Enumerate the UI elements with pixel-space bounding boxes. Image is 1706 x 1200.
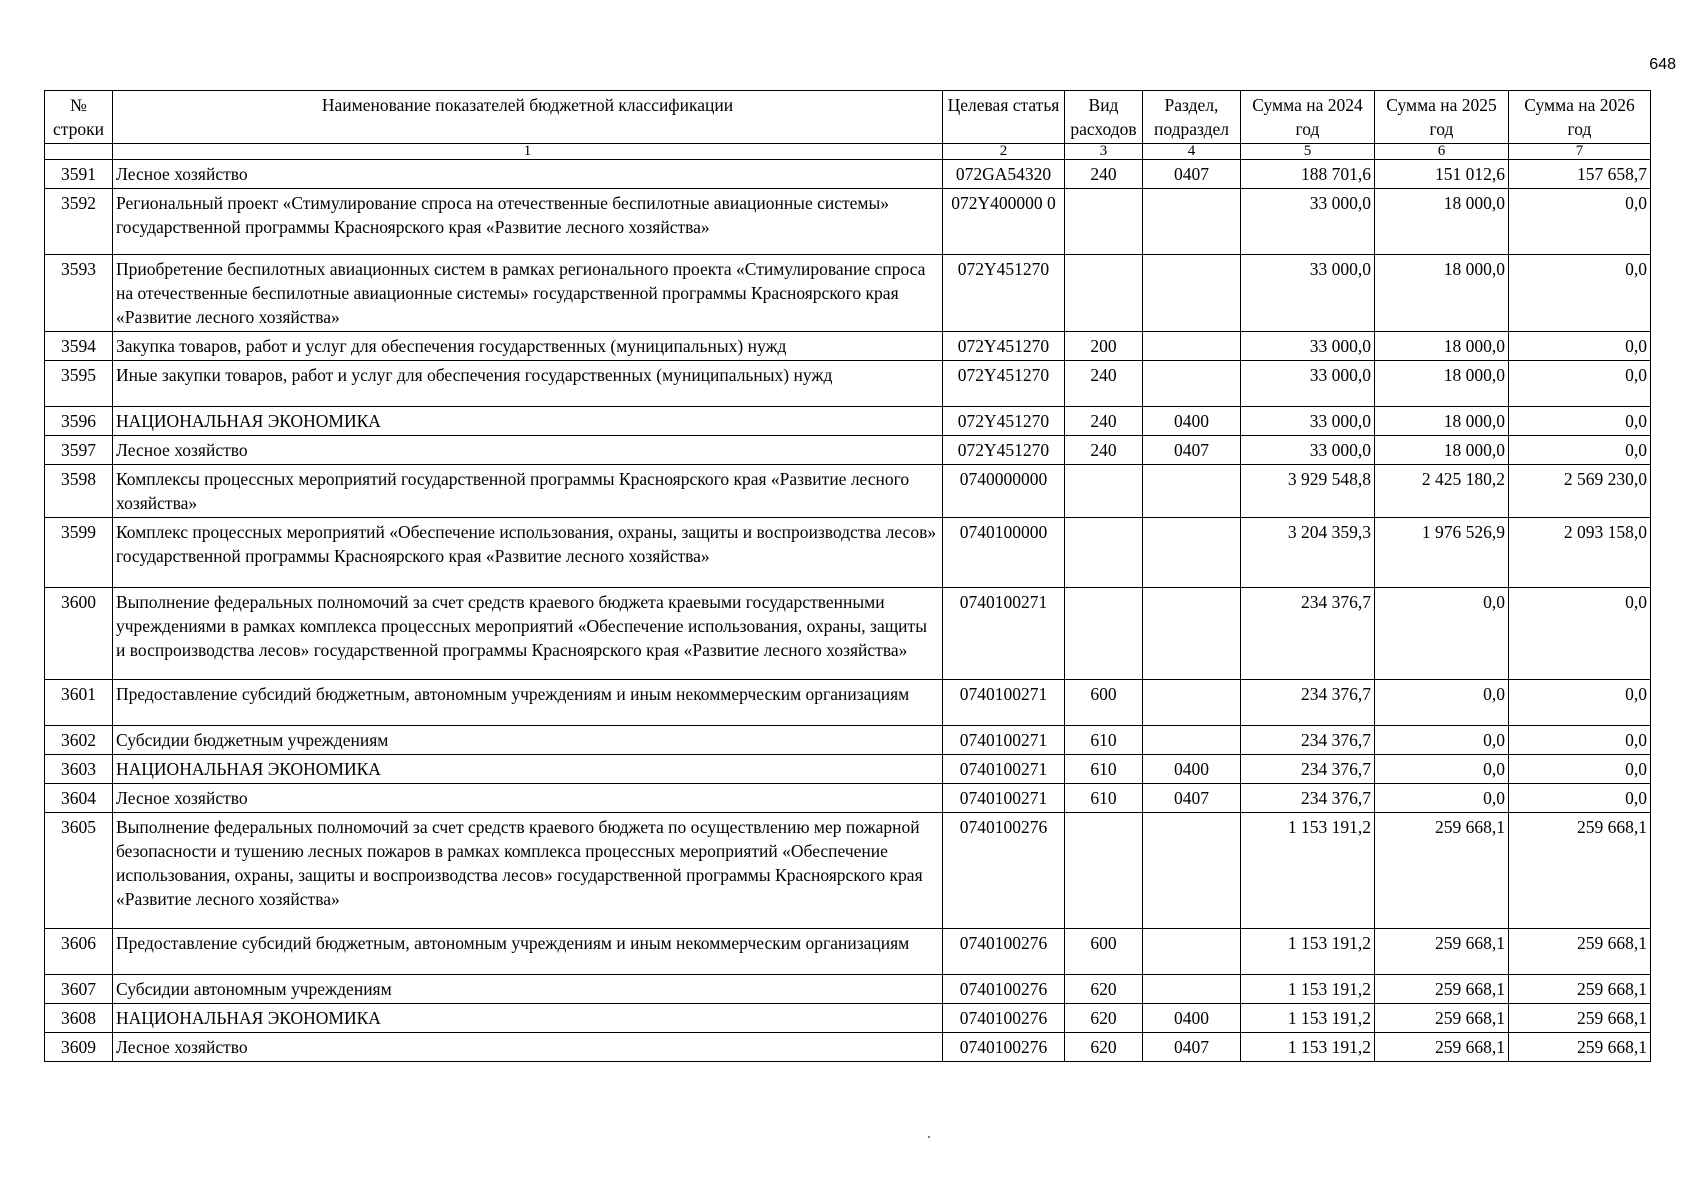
sum-2025: 259 668,1	[1375, 813, 1509, 929]
sum-2026: 259 668,1	[1509, 975, 1651, 1004]
row-number: 3605	[45, 813, 113, 929]
row-number: 3596	[45, 407, 113, 436]
sum-2024: 188 701,6	[1241, 160, 1375, 189]
sum-2024: 3 929 548,8	[1241, 465, 1375, 518]
column-number-row	[45, 144, 1651, 160]
page-number: 648	[1649, 56, 1676, 73]
header-row	[45, 91, 1651, 144]
sum-2024: 33 000,0	[1241, 255, 1375, 332]
section-code	[1143, 929, 1241, 975]
section-code	[1143, 332, 1241, 361]
expense-type: 620	[1065, 1004, 1143, 1033]
column-number: 1	[113, 144, 943, 160]
row-number: 3595	[45, 361, 113, 407]
expense-type	[1065, 518, 1143, 588]
sum-2026: 0,0	[1509, 680, 1651, 726]
row-number: 3591	[45, 160, 113, 189]
table-row	[45, 784, 1651, 813]
sum-2026: 259 668,1	[1509, 813, 1651, 929]
table-row	[45, 436, 1651, 465]
sum-2026: 0,0	[1509, 407, 1651, 436]
row-number: 3604	[45, 784, 113, 813]
header-row-number: № строки	[45, 91, 113, 144]
section-code	[1143, 518, 1241, 588]
indicator-name: Лесное хозяйство	[113, 1033, 943, 1062]
budget-table	[44, 90, 1651, 1062]
indicator-name: Субсидии автономным учреждениям	[113, 975, 943, 1004]
target-article: 072Y451270	[943, 361, 1065, 407]
target-article: 0740100276	[943, 929, 1065, 975]
sum-2025: 259 668,1	[1375, 929, 1509, 975]
sum-2026: 259 668,1	[1509, 1004, 1651, 1033]
sum-2024: 1 153 191,2	[1241, 1004, 1375, 1033]
target-article: 0740000000	[943, 465, 1065, 518]
expense-type: 610	[1065, 784, 1143, 813]
target-article: 072Y451270	[943, 255, 1065, 332]
row-number: 3602	[45, 726, 113, 755]
indicator-name: Приобретение беспилотных авиационных систем в рамках регионального проекта «Стимулирование спроса на отечественные беспилотные авиационные системы» государственной программы Красноярского края «Развитие лесного хозяйства»	[113, 255, 943, 332]
indicator-name: Лесное хозяйство	[113, 784, 943, 813]
sum-2024: 33 000,0	[1241, 436, 1375, 465]
expense-type: 240	[1065, 361, 1143, 407]
expense-type: 200	[1065, 332, 1143, 361]
target-article: 0740100271	[943, 588, 1065, 680]
section-code	[1143, 975, 1241, 1004]
sum-2026: 0,0	[1509, 588, 1651, 680]
row-number: 3608	[45, 1004, 113, 1033]
table-row	[45, 518, 1651, 588]
section-code: 0400	[1143, 407, 1241, 436]
sum-2026: 0,0	[1509, 361, 1651, 407]
expense-type: 610	[1065, 726, 1143, 755]
target-article: 0740100271	[943, 755, 1065, 784]
target-article: 0740100271	[943, 680, 1065, 726]
sum-2025: 0,0	[1375, 755, 1509, 784]
target-article: 0740100276	[943, 813, 1065, 929]
section-code: 0400	[1143, 1004, 1241, 1033]
header-expense-type: Вид расходов	[1065, 91, 1143, 144]
sum-2026: 0,0	[1509, 436, 1651, 465]
sum-2024: 33 000,0	[1241, 407, 1375, 436]
indicator-name: Выполнение федеральных полномочий за счет средств краевого бюджета краевыми государственными учреждениями в рамках комплекса процессных мероприятий «Обеспечение использования, охраны, защиты и воспроизводства лесов» государственной программы Красноярского края «Развитие лесного хозяйства»	[113, 588, 943, 680]
section-code	[1143, 726, 1241, 755]
sum-2025: 18 000,0	[1375, 332, 1509, 361]
table-row	[45, 755, 1651, 784]
table-row	[45, 588, 1651, 680]
table-row	[45, 680, 1651, 726]
row-number: 3592	[45, 189, 113, 255]
indicator-name: НАЦИОНАЛЬНАЯ ЭКОНОМИКА	[113, 407, 943, 436]
table-row	[45, 726, 1651, 755]
row-number: 3594	[45, 332, 113, 361]
indicator-name: Выполнение федеральных полномочий за счет средств краевого бюджета по осуществлению мер пожарной безопасности и тушению лесных пожаров в рамках комплекса процессных мероприятий «Обеспечение использования, охраны, защиты и воспроизводства лесов» государственной программы Красноярского края «Развитие лесного хозяйства»	[113, 813, 943, 929]
target-article: 072Y400000 0	[943, 189, 1065, 255]
sum-2024: 234 376,7	[1241, 784, 1375, 813]
indicator-name: Комплексы процессных мероприятий государственной программы Красноярского края «Развитие лесного хозяйства»	[113, 465, 943, 518]
expense-type	[1065, 189, 1143, 255]
row-number: 3599	[45, 518, 113, 588]
sum-2026: 2 093 158,0	[1509, 518, 1651, 588]
row-number: 3603	[45, 755, 113, 784]
header-section: Раздел, подраздел	[1143, 91, 1241, 144]
header-indicator-name: Наименование показателей бюджетной классификации	[113, 91, 943, 144]
section-code	[1143, 189, 1241, 255]
column-number: 7	[1509, 144, 1651, 160]
sum-2024: 33 000,0	[1241, 332, 1375, 361]
section-code: 0407	[1143, 160, 1241, 189]
target-article: 0740100276	[943, 1033, 1065, 1062]
expense-type: 240	[1065, 407, 1143, 436]
section-code	[1143, 361, 1241, 407]
sum-2025: 259 668,1	[1375, 975, 1509, 1004]
expense-type: 620	[1065, 1033, 1143, 1062]
section-code	[1143, 255, 1241, 332]
indicator-name: НАЦИОНАЛЬНАЯ ЭКОНОМИКА	[113, 755, 943, 784]
sum-2024: 33 000,0	[1241, 361, 1375, 407]
expense-type	[1065, 465, 1143, 518]
table-row	[45, 975, 1651, 1004]
expense-type: 610	[1065, 755, 1143, 784]
table-row	[45, 332, 1651, 361]
section-code: 0407	[1143, 784, 1241, 813]
sum-2024: 33 000,0	[1241, 189, 1375, 255]
column-number: 5	[1241, 144, 1375, 160]
row-number: 3601	[45, 680, 113, 726]
sum-2024: 1 153 191,2	[1241, 929, 1375, 975]
sum-2025: 151 012,6	[1375, 160, 1509, 189]
sum-2025: 2 425 180,2	[1375, 465, 1509, 518]
indicator-name: Комплекс процессных мероприятий «Обеспечение использования, охраны, защиты и воспроизводства лесов» государственной программы Красноярского края «Развитие лесного хозяйства»	[113, 518, 943, 588]
indicator-name: Иные закупки товаров, работ и услуг для обеспечения государственных (муниципальных) нужд	[113, 361, 943, 407]
indicator-name: Региональный проект «Стимулирование спроса на отечественные беспилотные авиационные системы» государственной программы Красноярского края «Развитие лесного хозяйства»	[113, 189, 943, 255]
table-row	[45, 255, 1651, 332]
sum-2026: 0,0	[1509, 189, 1651, 255]
table-row	[45, 1004, 1651, 1033]
sum-2025: 18 000,0	[1375, 407, 1509, 436]
target-article: 072Y451270	[943, 332, 1065, 361]
expense-type: 240	[1065, 436, 1143, 465]
column-number: 3	[1065, 144, 1143, 160]
row-number: 3609	[45, 1033, 113, 1062]
table-row	[45, 929, 1651, 975]
sum-2026: 0,0	[1509, 332, 1651, 361]
section-code: 0407	[1143, 436, 1241, 465]
expense-type: 600	[1065, 680, 1143, 726]
sum-2024: 234 376,7	[1241, 680, 1375, 726]
sum-2024: 234 376,7	[1241, 726, 1375, 755]
section-code: 0407	[1143, 1033, 1241, 1062]
sum-2025: 259 668,1	[1375, 1004, 1509, 1033]
indicator-name: Закупка товаров, работ и услуг для обеспечения государственных (муниципальных) нужд	[113, 332, 943, 361]
sum-2025: 0,0	[1375, 680, 1509, 726]
sum-2024: 1 153 191,2	[1241, 1033, 1375, 1062]
expense-type: 620	[1065, 975, 1143, 1004]
sum-2025: 18 000,0	[1375, 436, 1509, 465]
indicator-name: Лесное хозяйство	[113, 160, 943, 189]
expense-type: 240	[1065, 160, 1143, 189]
row-number: 3598	[45, 465, 113, 518]
scan-speck	[928, 1136, 930, 1138]
sum-2026: 157 658,7	[1509, 160, 1651, 189]
sum-2024: 1 153 191,2	[1241, 813, 1375, 929]
header-sum-2024: Сумма на 2024 год	[1241, 91, 1375, 144]
column-number: 4	[1143, 144, 1241, 160]
table-row	[45, 361, 1651, 407]
table-row	[45, 465, 1651, 518]
table-row	[45, 160, 1651, 189]
target-article: 0740100276	[943, 1004, 1065, 1033]
sum-2025: 1 976 526,9	[1375, 518, 1509, 588]
target-article: 072GA54320	[943, 160, 1065, 189]
sum-2025: 0,0	[1375, 726, 1509, 755]
sum-2024: 1 153 191,2	[1241, 975, 1375, 1004]
sum-2025: 0,0	[1375, 588, 1509, 680]
target-article: 0740100276	[943, 975, 1065, 1004]
indicator-name: Предоставление субсидий бюджетным, автономным учреждениям и иным некоммерческим организациям	[113, 680, 943, 726]
target-article: 072Y451270	[943, 436, 1065, 465]
indicator-name: НАЦИОНАЛЬНАЯ ЭКОНОМИКА	[113, 1004, 943, 1033]
table-row	[45, 407, 1651, 436]
sum-2024: 234 376,7	[1241, 588, 1375, 680]
section-code: 0400	[1143, 755, 1241, 784]
header-sum-2026: Сумма на 2026 год	[1509, 91, 1651, 144]
section-code	[1143, 588, 1241, 680]
sum-2026: 0,0	[1509, 726, 1651, 755]
indicator-name: Субсидии бюджетным учреждениям	[113, 726, 943, 755]
row-number: 3593	[45, 255, 113, 332]
indicator-name: Лесное хозяйство	[113, 436, 943, 465]
column-number: 6	[1375, 144, 1509, 160]
sum-2025: 259 668,1	[1375, 1033, 1509, 1062]
sum-2025: 18 000,0	[1375, 361, 1509, 407]
header-target-article: Целевая статья	[943, 91, 1065, 144]
section-code	[1143, 465, 1241, 518]
expense-type	[1065, 255, 1143, 332]
sum-2026: 0,0	[1509, 784, 1651, 813]
sum-2026: 0,0	[1509, 755, 1651, 784]
sum-2024: 3 204 359,3	[1241, 518, 1375, 588]
section-code	[1143, 680, 1241, 726]
header-sum-2025: Сумма на 2025 год	[1375, 91, 1509, 144]
row-number: 3607	[45, 975, 113, 1004]
expense-type	[1065, 588, 1143, 680]
section-code	[1143, 813, 1241, 929]
column-number: 2	[943, 144, 1065, 160]
table-row	[45, 1033, 1651, 1062]
indicator-name: Предоставление субсидий бюджетным, автономным учреждениям и иным некоммерческим организациям	[113, 929, 943, 975]
sum-2024: 234 376,7	[1241, 755, 1375, 784]
row-number: 3606	[45, 929, 113, 975]
row-number: 3597	[45, 436, 113, 465]
sum-2025: 18 000,0	[1375, 255, 1509, 332]
target-article: 0740100271	[943, 784, 1065, 813]
expense-type: 600	[1065, 929, 1143, 975]
sum-2025: 0,0	[1375, 784, 1509, 813]
sum-2026: 0,0	[1509, 255, 1651, 332]
table-body	[45, 160, 1651, 1062]
sum-2026: 259 668,1	[1509, 929, 1651, 975]
sum-2026: 259 668,1	[1509, 1033, 1651, 1062]
table-row	[45, 189, 1651, 255]
target-article: 072Y451270	[943, 407, 1065, 436]
target-article: 0740100271	[943, 726, 1065, 755]
row-number: 3600	[45, 588, 113, 680]
sum-2026: 2 569 230,0	[1509, 465, 1651, 518]
sum-2025: 18 000,0	[1375, 189, 1509, 255]
column-number-blank	[45, 144, 113, 160]
table-row	[45, 813, 1651, 929]
expense-type	[1065, 813, 1143, 929]
target-article: 0740100000	[943, 518, 1065, 588]
